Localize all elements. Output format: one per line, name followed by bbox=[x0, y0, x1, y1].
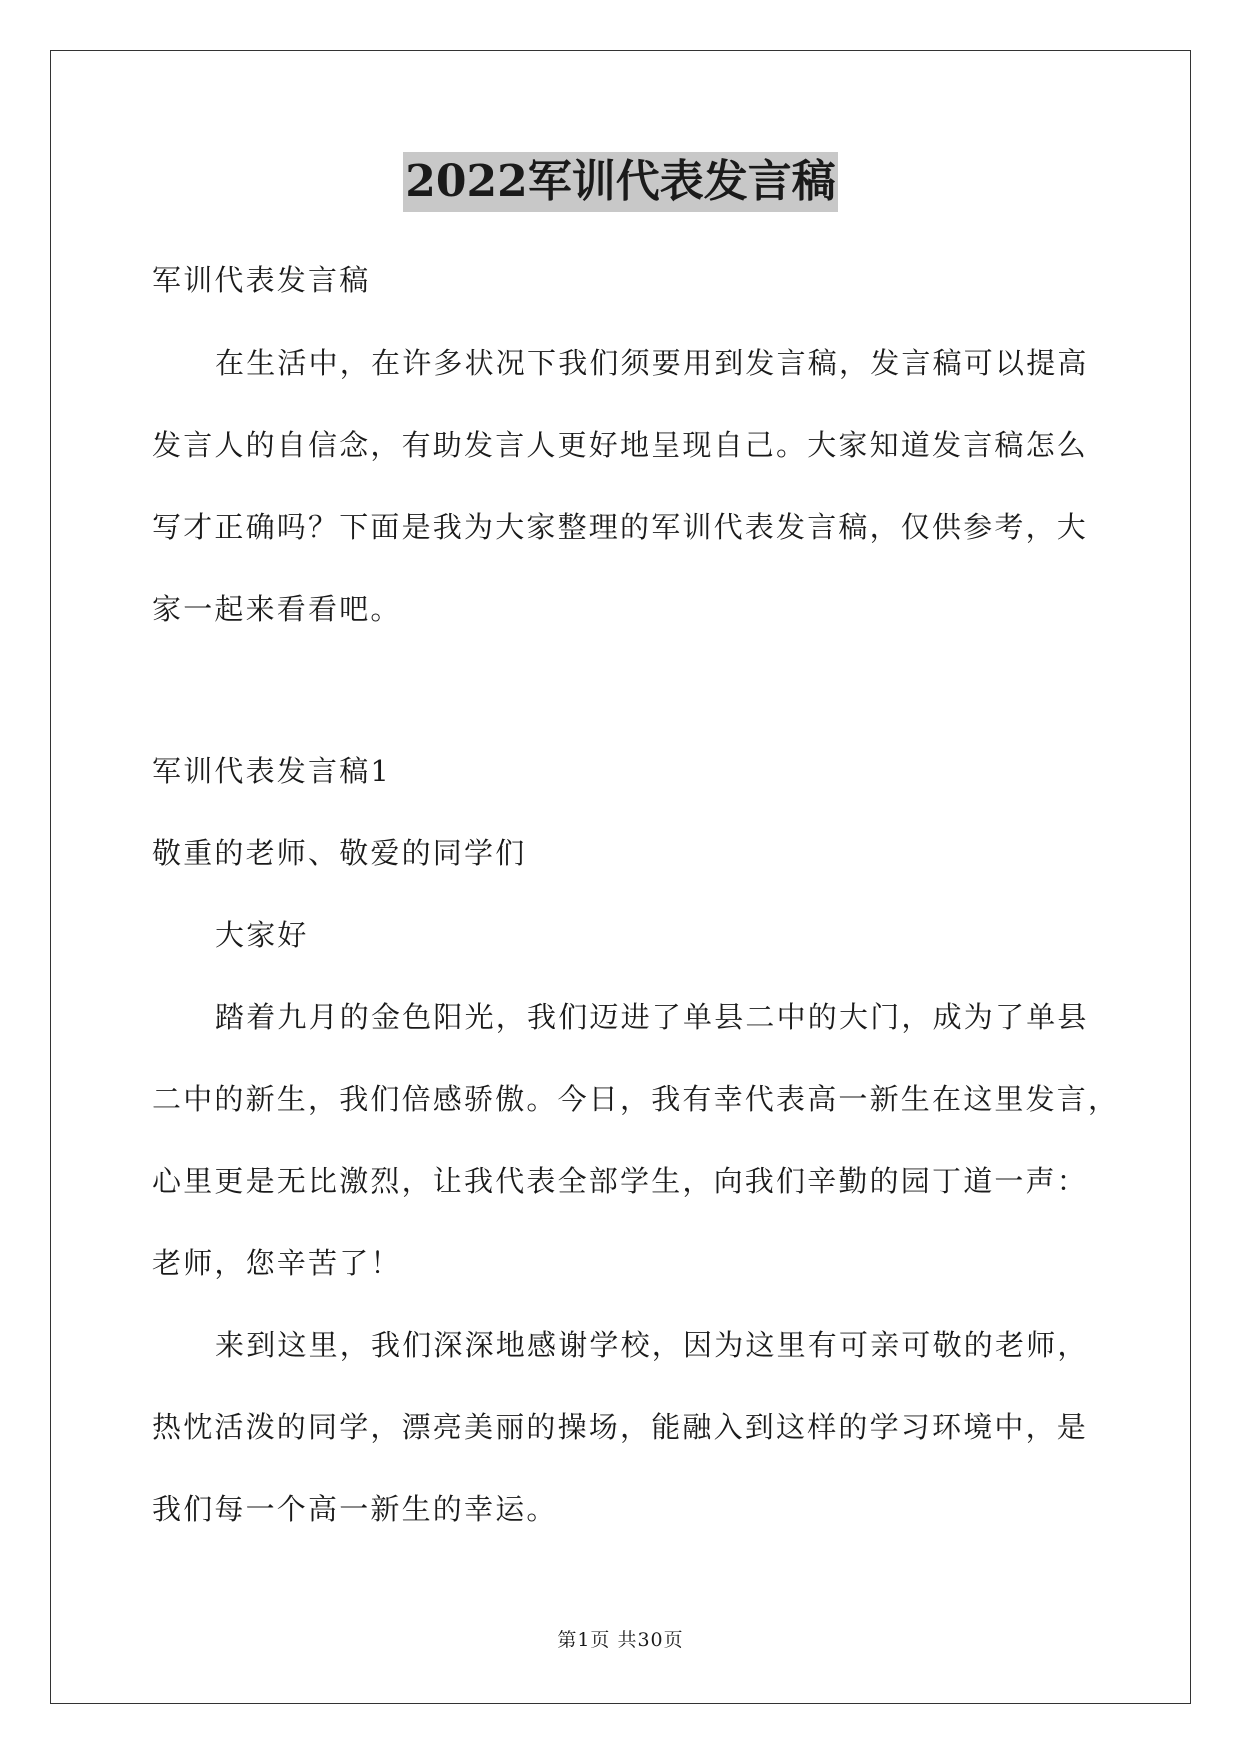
section-heading: 军训代表发言稿1 bbox=[152, 754, 392, 788]
intro-line-3: 写才正确吗？下面是我为大家整理的军训代表发言稿，仅供参考，大 bbox=[152, 510, 1089, 544]
paragraph1-line-4: 老师，您辛苦了！ bbox=[152, 1246, 402, 1280]
intro-line-4: 家一起来看看吧。 bbox=[152, 592, 402, 626]
document-title: 2022军训代表发言稿 bbox=[403, 152, 837, 212]
paragraph2-line-2: 热忱活泼的同学，漂亮美丽的操场，能融入到这样的学习环境中，是 bbox=[152, 1410, 1089, 1444]
intro-line-1: 在生活中，在许多状况下我们须要用到发言稿，发言稿可以提高 bbox=[215, 346, 1089, 380]
paragraph2-line-3: 我们每一个高一新生的幸运。 bbox=[152, 1492, 558, 1526]
greeting: 大家好 bbox=[215, 918, 309, 952]
subtitle: 军训代表发言稿 bbox=[152, 263, 371, 297]
salutation: 敬重的老师、敬爱的同学们 bbox=[152, 836, 527, 870]
page-number-footer: 第1页 共30页 bbox=[557, 1629, 684, 1651]
paragraph1-line-2: 二中的新生，我们倍感骄傲。今日，我有幸代表高一新生在这里发言， bbox=[152, 1082, 1120, 1116]
paragraph1-line-3: 心里更是无比激烈，让我代表全部学生，向我们辛勤的园丁道一声： bbox=[152, 1164, 1089, 1198]
paragraph2-line-1: 来到这里，我们深深地感谢学校，因为这里有可亲可敬的老师， bbox=[215, 1328, 1089, 1362]
paragraph1-line-1: 踏着九月的金色阳光，我们迈进了单县二中的大门，成为了单县 bbox=[215, 1000, 1089, 1034]
intro-line-2: 发言人的自信念，有助发言人更好地呈现自己。大家知道发言稿怎么 bbox=[152, 428, 1089, 462]
document-title-wrapper bbox=[0, 152, 1241, 212]
